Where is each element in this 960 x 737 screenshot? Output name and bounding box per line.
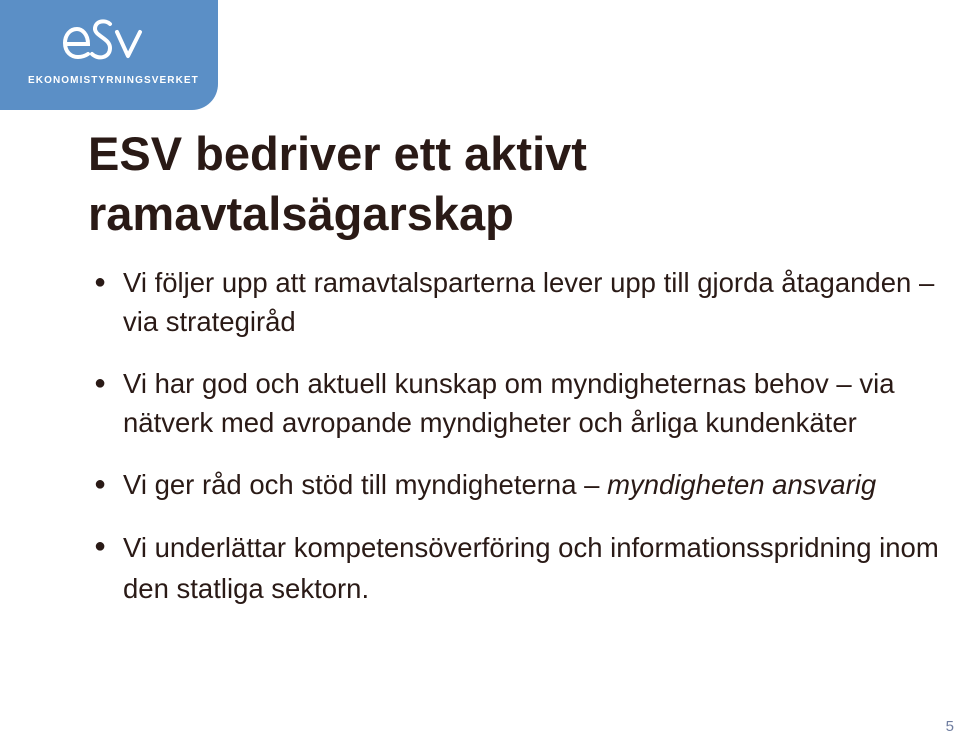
slide-title-line-1: ESV bedriver ett aktivt: [88, 127, 587, 180]
bullet-dot-icon: ●: [94, 271, 107, 293]
slide-title: [88, 124, 888, 244]
bullet-text-italic: myndigheten ansvarig: [607, 469, 877, 500]
bullet-dot-icon: ●: [94, 535, 107, 557]
bullet-item-4: [92, 527, 942, 609]
esv-logo-mark-icon: [62, 14, 146, 70]
bullet-text: Vi följer upp att ramavtalsparterna lever upp till gjorda åtaganden – via strategiråd: [123, 267, 935, 337]
bullet-item-1: [92, 263, 942, 341]
organization-name: EKONOMISTYRNINGSVERKET: [28, 75, 199, 86]
bullet-list: [92, 263, 942, 632]
page-number: 5: [945, 718, 954, 735]
bullet-text: Vi ger råd och stöd till myndigheterna –: [123, 469, 608, 500]
esv-logo: [0, 0, 218, 110]
bullet-item-2: [92, 364, 942, 442]
slide-title-line-2: ramavtalsägarskap: [88, 187, 514, 240]
bullet-dot-icon: ●: [94, 372, 107, 394]
bullet-dot-icon: ●: [94, 473, 107, 495]
bullet-item-3: [92, 465, 942, 504]
bullet-text: Vi har god och aktuell kunskap om myndigheternas behov – via nätverk med avropande myndigheter och årliga kundenkäter: [123, 368, 895, 438]
bullet-text: Vi underlättar kompetensöverföring och informationsspridning inom den statliga sektorn.: [123, 532, 939, 604]
